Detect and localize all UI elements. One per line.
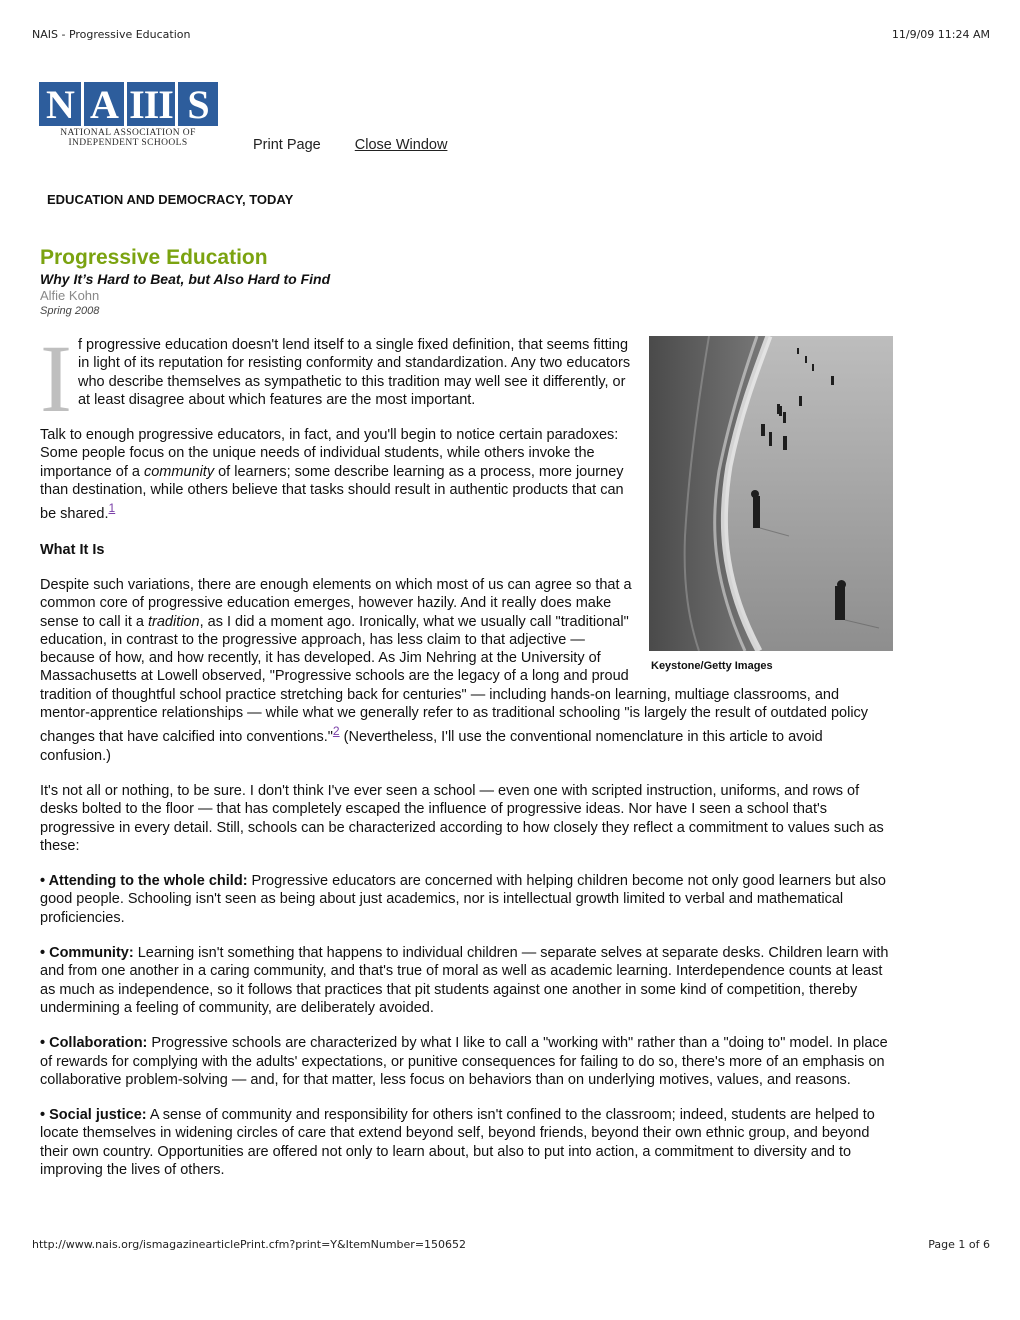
print-header-datetime: 11/9/09 11:24 AM xyxy=(891,28,990,41)
bullet-whole-child xyxy=(40,872,893,927)
drop-cap: I xyxy=(40,325,72,432)
paradoxes-emphasis: community xyxy=(143,463,215,480)
tradition-text-b: , as I did a moment ago. Ironically, what we usually call "traditional" education, in contrast to the progressive approach, has less claim to that adjective — because of how, and how recently, it has developed. As Jim Nehring at the University of Massachusetts at Lowell observed, "Progressive schools are the legacy of a long and proud tradition of thoughtful school practice stretching back for centuries" — including hands-on learning, multiage classrooms, and mentor-apprentice relationships — while what we generally refer to as traditional schooling "is largely the result of outdated policy changes that have calcified into conventions." xyxy=(40,613,869,746)
bullet-text: Progressive educators are concerned with helping children become not only good learners but also good people. Schooling isn't seen as being about just academics, nor is intellectual growth limited to verbal and mathematical proficiencies. xyxy=(40,873,886,926)
logo-letter-s: S xyxy=(178,82,218,126)
tradition-text-a: Despite such variations, there are enough elements on which most of us can agree so that a common core of progressive education emerges, however hazily. And it really does make sense to call it a xyxy=(40,576,632,630)
bullet-social-justice xyxy=(40,1106,893,1179)
footnote-1-link[interactable]: 1 xyxy=(108,501,116,516)
footnote-2-link[interactable]: 2 xyxy=(332,724,340,739)
page-actions xyxy=(253,137,447,153)
article-author: Alfie Kohn xyxy=(40,288,100,303)
bullet-lead: • Attending to the whole child: xyxy=(40,873,248,890)
logo-caption xyxy=(43,128,213,148)
bullet-community xyxy=(40,944,893,1017)
beach-photo xyxy=(649,336,893,651)
footer-page-number: Page 1 of 6 xyxy=(928,1238,990,1251)
section-label: EDUCATION AND DEMOCRACY, TODAY xyxy=(47,192,294,207)
close-window-link[interactable]: Close Window xyxy=(354,137,448,153)
article-header xyxy=(40,246,330,318)
paragraph-values: It's not all or nothing, to be sure. I don't think I've ever seen a school — even one with scripted instruction, uniforms, and rows of desks bolted to the floor — that has completely escaped the influence of progressive ideas. Nor have I seen a school that's progressive in every detail. Still, schools can be characterized according to how closely they reflect a commitment to values such as these: xyxy=(40,782,884,854)
article-subtitle: Why It’s Hard to Beat, but Also Hard to Find xyxy=(40,271,331,287)
paradoxes-text-a: Talk to enough progressive educators, in fact, and you'll begin to notice certain paradoxes: Some people focus on the unique needs of individual students, while others invoke the importance of a xyxy=(40,427,619,480)
logo-caption-line2: INDEPENDENT SCHOOLS xyxy=(68,138,188,148)
article-body xyxy=(40,325,893,1196)
bullet-collaboration xyxy=(40,1034,893,1089)
print-footer xyxy=(32,1238,990,1251)
tradition-emphasis: tradition xyxy=(148,613,200,630)
tradition-text-c: (Nevertheless, I'll use the conventional nomenclature in this article to avoid confusion.) xyxy=(40,729,823,764)
bullet-text: Learning isn't something that happens to individual children — separate selves at separate desks. Children learn with and from one another in a caring community, and that's true of moral as well as academic learning. Interdependence counts at least as much as independence, so it follows that practices that pit students against one another in some kind of competition, thereby undermining a feeling of community, are deliberately avoided. xyxy=(40,945,889,1016)
intro-text: f progressive education doesn't lend itself to a single fixed definition, that seems fitting in light of its reputation for resisting conformity and standardization. Any two educators who describe themselves as sympathetic to this tradition may well see it differently, or at least disagree about which features are the most important. xyxy=(77,337,631,408)
article-figure xyxy=(649,336,893,675)
logo-letter-iii: III xyxy=(127,82,175,126)
heading-what-it-is: What It Is xyxy=(40,541,105,558)
nais-logo xyxy=(39,82,221,154)
logo-letter-n: N xyxy=(39,82,81,126)
logo-caption-line1: NATIONAL ASSOCIATION OF xyxy=(60,128,196,138)
logo-letter-a: A xyxy=(84,82,124,126)
print-page-link[interactable]: Print Page xyxy=(253,137,321,153)
logo-mark xyxy=(39,82,221,126)
print-header xyxy=(32,28,990,41)
bullet-lead: • Social justice: xyxy=(40,1107,147,1124)
bullet-lead: • Collaboration: xyxy=(40,1035,148,1052)
photo-credit: Keystone/Getty Images xyxy=(651,660,773,672)
footer-url: http://www.nais.org/ismagazinearticlePrint.cfm?print=Y&ItemNumber=150652 xyxy=(32,1238,467,1251)
print-header-title: NAIS - Progressive Education xyxy=(32,28,191,41)
bullet-lead: • Community: xyxy=(40,945,134,962)
bullet-text: A sense of community and responsibility for others isn't confined to the classroom; indeed, students are helped to locate themselves in widening circles of care that extend beyond self, beyond friends, beyond their own ethnic group, and beyond their own country. Opportunities are offered not only to learn about, but also to put into action, a commitment to diversity and to improving the lives of others. xyxy=(40,1107,875,1178)
paradoxes-text-b: of learners; some describe learning as a process, more journey than destination, while others believe that tasks should result in authentic products that can be shared. xyxy=(40,463,624,523)
article-season: Spring 2008 xyxy=(40,305,100,317)
bullet-text: Progressive schools are characterized by what I like to call a "working with" rather than a "doing to" model. In place of rewards for complying with the adults' expectations, or punitive consequences for failing to do so, there's more of an emphasis on collaborative problem-solving — and, for that matter, less focus on behaviors than on underlying motives, values, and reasons. xyxy=(40,1035,888,1088)
article-title: Progressive Education xyxy=(40,246,268,269)
